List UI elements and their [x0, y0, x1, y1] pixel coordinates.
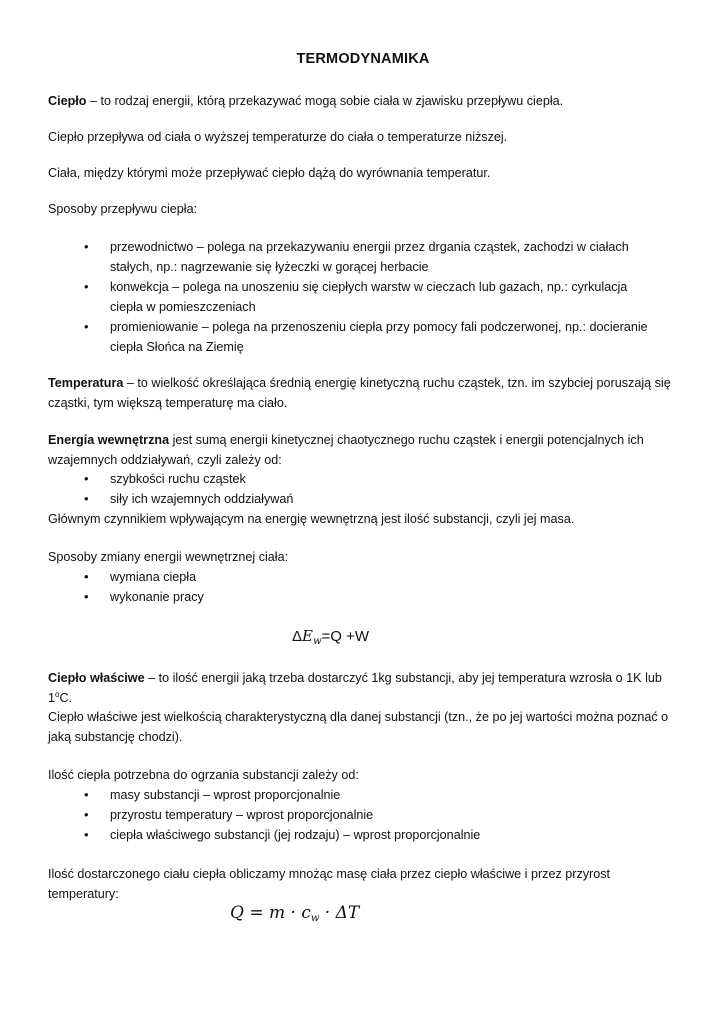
transfer-heading: Sposoby przepływu ciepła: [48, 202, 198, 216]
temperature-term: Temperatura [48, 376, 124, 390]
internal-list [48, 469, 648, 509]
heat-definition-text: – to rodzaj energii, którą przekazywać mogą sobie ciała w zjawisku przepływu ciepła. [86, 94, 564, 108]
list-item: • przewodnictwo – polega na przekazywaniu energii przez drgania cząstek, zachodzi w ciałach stałych, np.: nagrzewanie się łyżeczki w gorącej herbacie [48, 237, 648, 277]
specific-heat-note: Ciepło właściwe jest wielkością charakterystyczną dla danej substancji (tzn., że po jej wartości można poznać o jaką substancję chodzi). [48, 710, 669, 744]
list-item: • wymiana ciepła [48, 567, 648, 587]
main-factor-text: Głównym czynnikiem wpływającym na energię wewnętrzną jest ilość substancji, czyli jej masa. [48, 512, 575, 526]
equalize-text: Ciała, między którymi może przepływać ciepło dążą do wyrównania temperatur. [48, 166, 491, 180]
specific-heat-text: – to ilość energii jaką trzeba dostarczyć 1kg substancji, aby jej temperatura wzrosła o 1K lub 1 [48, 671, 662, 705]
specific-heat-term: Ciepło właściwe [48, 671, 145, 685]
energy-subscript: w [312, 636, 322, 647]
temperature-definition [48, 373, 674, 413]
change-heading: Sposoby zmiany energii wewnętrznej ciała: [48, 550, 289, 564]
degree-sup: o [55, 690, 60, 699]
list-item: • przyrostu temperatury – wprost proporcjonalnie [48, 805, 648, 825]
list-item: • promieniowanie – polega na przenoszeniu ciepła przy pomocy fali podczerwonej, np.: docieranie ciepła Słońca na Ziemię [48, 317, 648, 357]
heat-term: Ciepło [48, 94, 87, 108]
delta-symbol: Δ [292, 628, 303, 645]
list-item: • siły ich wzajemnych oddziaływań [48, 489, 648, 509]
heat-definition [48, 91, 674, 111]
list-item: • masy substancji – wprost proporcjonalnie [48, 785, 648, 805]
list-item: • ciepła właściwego substancji (jej rodzaju) – wprost proporcjonalnie [48, 825, 648, 845]
amount-heading: Ilość ciepła potrzebna do ogrzania substancji zależy od: [48, 768, 359, 782]
formula-subscript: w [310, 913, 320, 924]
list-item: • wykonanie pracy [48, 587, 648, 607]
amount-list [48, 785, 648, 845]
energy-symbol: E [302, 627, 313, 645]
calc-text: Ilość dostarczonego ciału ciepła obliczamy mnożąc masę ciała przez ciepło właściwe i przez przyrost temperatury: [48, 867, 611, 901]
internal-energy-definition [48, 430, 674, 470]
internal-energy-text: jest sumą energii kinetycznej chaotycznego ruchu cząstek i energii potencjalnych ich wzajemnych oddziaływań, czyli zależy od: [48, 433, 644, 467]
heat-formula [230, 903, 359, 923]
transfer-list [48, 237, 648, 357]
change-list [48, 567, 648, 607]
heat-flow-text: Ciepło przepływa od ciała o wyższej temperaturze do ciała o temperaturze niższej. [48, 130, 508, 144]
internal-energy-formula [292, 627, 369, 645]
temperature-text: – to wielkość określająca średnią energię kinetyczną ruchu cząstek, tzn. im szybciej poruszają się cząstki, tym większą temperaturę ma ciało. [48, 376, 671, 410]
list-item: • konwekcja – polega na unoszeniu się ciepłych warstw w cieczach lub gazach, np.: cyrkulacja ciepła w pomieszczeniach [48, 277, 648, 317]
page-title: TERMODYNAMIKA [296, 51, 430, 67]
formula-rhs: · ΔT [319, 903, 360, 923]
formula-rest: =Q +W [321, 628, 370, 645]
formula-lhs: Q = m · c [230, 903, 311, 923]
internal-energy-term: Energia wewnętrzna [48, 433, 170, 447]
specific-heat-definition [48, 668, 674, 708]
list-item: • szybkości ruchu cząstek [48, 469, 648, 489]
specific-heat-after: C. [59, 691, 73, 705]
